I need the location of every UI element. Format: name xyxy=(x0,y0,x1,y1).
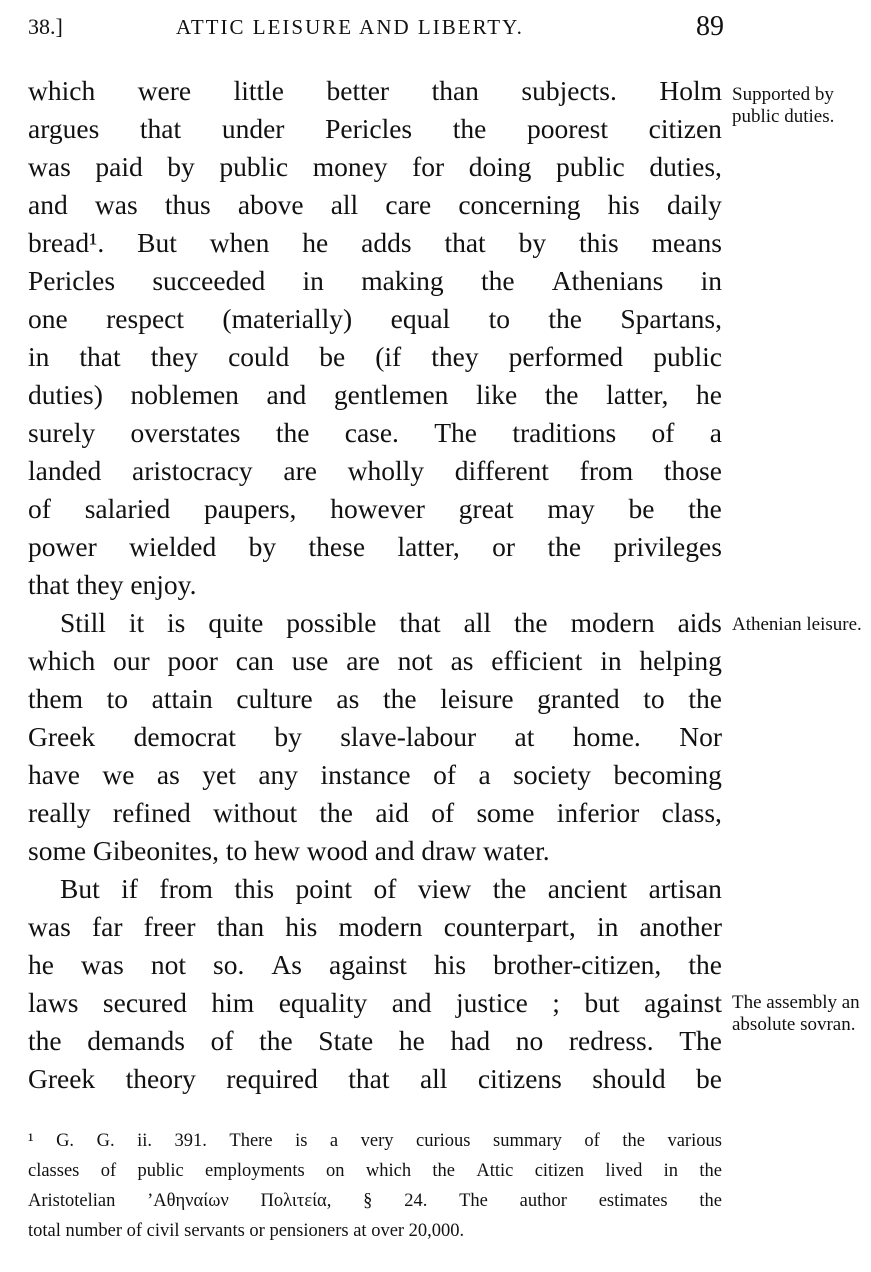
margin-note: Supported by public duties. xyxy=(732,84,835,127)
body-line: some Gibeonites, to hew wood and draw water. xyxy=(28,835,550,866)
body-line: But if from this point of view the ancient artisan xyxy=(60,873,722,904)
body-line: landed aristocracy are wholly different from those xyxy=(28,455,722,486)
body-line: Greek theory required that all citizens should be xyxy=(28,1063,722,1094)
body-line: in that they could be (if they performed public xyxy=(28,341,722,372)
page-number: 89 xyxy=(696,11,724,42)
section-number: 38.] xyxy=(28,14,63,39)
body-line: have we as yet any instance of a society becoming xyxy=(28,759,722,790)
footnotes xyxy=(28,1126,722,1246)
body-line: was paid by public money for doing public duties, xyxy=(28,151,722,182)
body-line: which our poor can use are not as efficient in helping xyxy=(28,645,722,676)
body-text xyxy=(28,72,722,1098)
body-line: power wielded by these latter, or the privileges xyxy=(28,531,722,562)
running-title: ATTIC LEISURE AND LIBERTY. xyxy=(176,15,524,39)
body-line: was far freer than his modern counterpart, in another xyxy=(28,911,722,942)
body-line: one respect (materially) equal to the Spartans, xyxy=(28,303,722,334)
footnote-line: classes of public employments on which the Attic citizen lived in the xyxy=(28,1161,722,1181)
body-line: he was not so. As against his brother-citizen, the xyxy=(28,949,722,980)
body-line: surely overstates the case. The traditions of a xyxy=(28,417,722,448)
body-line: and was thus above all care concerning his daily xyxy=(28,189,722,220)
body-line: that they enjoy. xyxy=(28,569,197,600)
footnote-line: total number of civil servants or pensioners at over 20,000. xyxy=(28,1221,465,1241)
page-header xyxy=(28,11,728,48)
body-line: of salaried paupers, however great may be the xyxy=(28,493,722,524)
margin-note: Athenian leisure. xyxy=(732,614,862,635)
body-line: argues that under Pericles the poorest citizen xyxy=(28,113,722,144)
body-line: Still it is quite possible that all the modern aids xyxy=(60,607,722,638)
body-line: laws secured him equality and justice ; but against xyxy=(28,987,722,1018)
body-line: which were little better than subjects. Holm xyxy=(28,75,722,106)
body-line: Pericles succeeded in making the Athenians in xyxy=(28,265,722,296)
margin-note: The assembly an absolute sovran. xyxy=(732,992,860,1035)
body-line: Greek democrat by slave-labour at home. Nor xyxy=(28,721,722,752)
body-line: really refined without the aid of some inferior class, xyxy=(28,797,722,828)
body-line: them to attain culture as the leisure granted to the xyxy=(28,683,722,714)
body-line: bread¹. But when he adds that by this means xyxy=(28,227,722,258)
footnote-line: ¹ G. G. ii. 391. There is a very curious summary of the various xyxy=(28,1131,722,1151)
footnote-line: Aristotelian ’Αθηναίων Πολιτεία, § 24. The author estimates the xyxy=(28,1191,722,1211)
body-line: the demands of the State he had no redress. The xyxy=(28,1025,722,1056)
body-line: duties) noblemen and gentlemen like the latter, he xyxy=(28,379,722,410)
